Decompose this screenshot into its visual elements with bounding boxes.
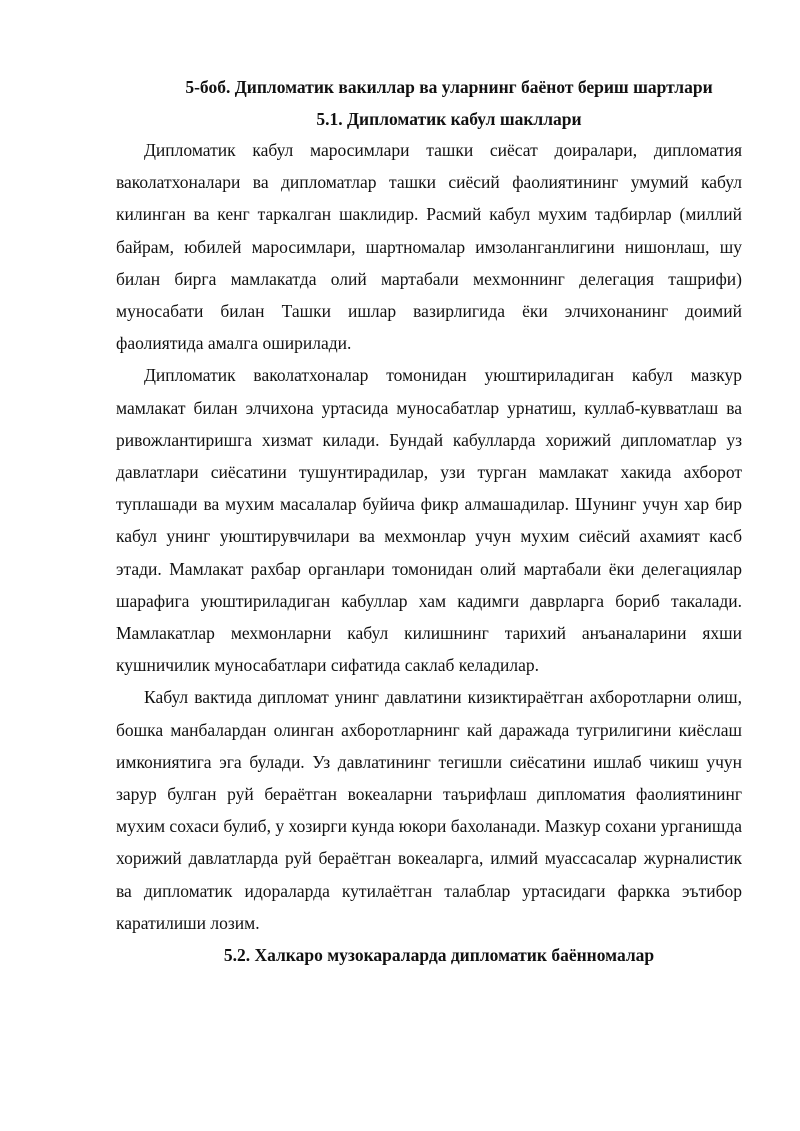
paragraph-2: Дипломатик ваколатхоналар томонидан уюштириладиган кабул мазкур мамлакат билан элчихона уртасида муносабатлар урнатиш, куллаб-кувватлаш ва ривожлантиришга хизмат килади. Бундай кабулларда хорижий дипломатлар уз давлатлари сиёсатини тушунтирадилар, узи турган мамлакат хакида ахборот туплашади ва мухим масалалар буйича фикр алмашадилар. Шунинг учун хар бир кабул унинг уюштирувчилари ва мехмонлар учун мухим сиёсий ахамият касб этади. Мамлакат рахбар органлари томонидан олий мартабали ёки делегациялар шарафига уюштириладиган кабуллар хам кадимги даврларга бориб такалади. Мамлакатлар мехмонларни кабул килишнинг тарихий анъаналарини яхши кушничилик муносабатлари сифатида саклаб келадилар. xyxy=(116,365,742,676)
section-title-5-1: 5.1. Дипломатик кабул шакллари xyxy=(316,109,582,129)
paragraph-3: Кабул вактида дипломат унинг давлатини кизиктираётган ахборотларни олиш, бошка манбалардан олинган ахборотларнинг кай даражада тугрилигини киёслаш имкониятига эга булади. Уз давлатининг тегишли сиёсатини ишлаб чикиш учун зарур булган руй бераётган вокеаларни таърифлаш дипломатия фаолиятининг мухим сохаси булиб, у хозирги кунда юкори бахоланади. Мазкур сохани урганишда хорижий давлатларда руй бераётган вокеаларга, илмий муассасалар журналистик ва дипломатик идораларда кутилаётган талаблар уртасидаги фаркка эътибор каратилиши лозим. xyxy=(116,687,742,933)
chapter-title: 5-боб. Дипломатик вакиллар ва уларнинг баёнот бериш шартлари xyxy=(185,77,713,97)
paragraph-1: Дипломатик кабул маросимлари ташки сиёсат доиралари, дипломатия ваколатхоналари ва дипломатлар ташки сиёсий фаолиятининг умумий кабул килинган ва кенг таркалган шаклидир. Расмий кабул мухим тадбирлар (миллий байрам, юбилей маросимлари, шартномалар имзоланганлигини нишонлаш, шу билан бирга мамлакатда олий мартабали мехмоннинг делегация ташрифи) муносабати билан Ташки ишлар вазирлигида ёки элчихонанинг доимий фаолиятида амалга оширилади. xyxy=(116,140,742,354)
section-title-5-2: 5.2. Халкаро музокараларда дипломатик баённомалар xyxy=(223,945,655,966)
